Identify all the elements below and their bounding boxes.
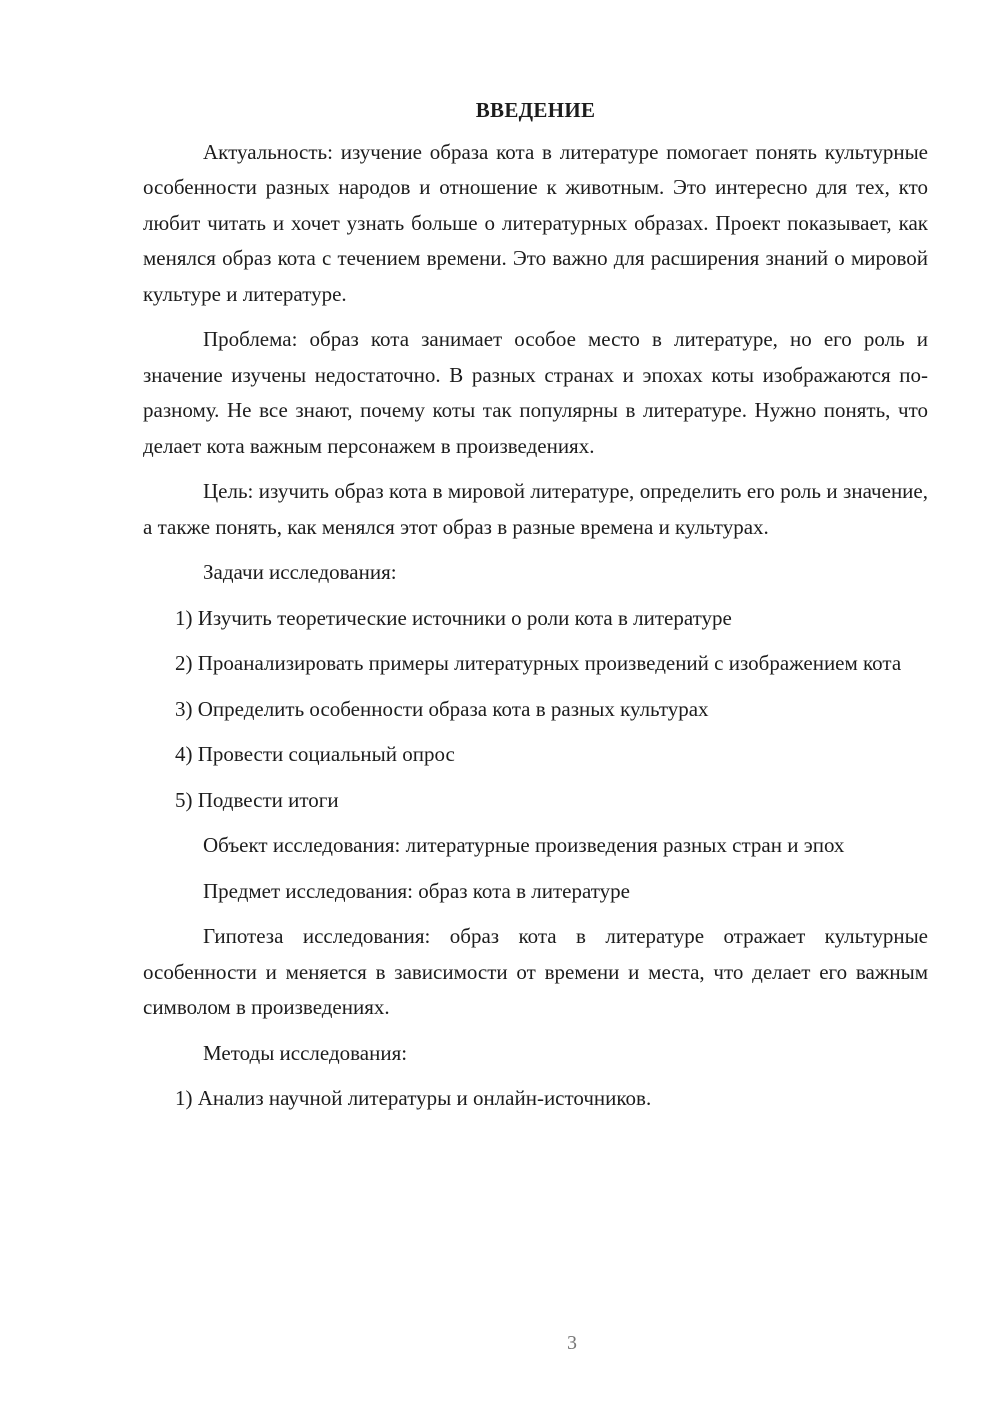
task-item-3: 3) Определить особенности образа кота в разных культурах	[175, 696, 709, 721]
methods-heading: Методы исследования:	[203, 1040, 408, 1065]
task-item-2: 2) Проанализировать примеры литературных произведений с изображением кота	[175, 651, 902, 675]
task-item-4: 4) Провести социальный опрос	[175, 742, 455, 766]
hypothesis-paragraph: Гипотеза исследования: образ кота в литературе отражает культурные особенности и меняется в зависимости от времени и места, что делает его важным символом в произведениях.	[143, 924, 928, 1019]
problem-paragraph: Проблема: образ кота занимает особое место в литературе, но его роль и значение изучены недостаточно. В разных странах и эпохах коты изображаются по-разному. Не все знают, почему коты так популярны в литературе. Нужно понять, что делает кота важным персонажем в произведениях.	[143, 327, 928, 458]
section-title: ВВЕДЕНИЕ	[475, 98, 596, 122]
page-number: 3	[567, 1332, 577, 1354]
goal-paragraph: Цель: изучить образ кота в мировой литературе, определить его роль и значение, а также понять, как менялся этот образ в разные времена и культурах.	[143, 479, 928, 539]
page-content	[143, 93, 928, 1127]
method-item-1: 1) Анализ научной литературы и онлайн-источников.	[175, 1086, 652, 1110]
relevance-paragraph: Актуальность: изучение образа кота в литературе помогает понять культурные особенности разных народов и отношение к животным. Это интересно для тех, кто любит читать и хочет узнать больше о литературных образах. Проект показывает, как менялся образ кота с течением времени. Это важно для расширения знаний о мировой культуре и литературе.	[143, 139, 928, 306]
tasks-heading: Задачи исследования:	[203, 560, 397, 584]
task-item-5: 5) Подвести итоги	[175, 787, 339, 812]
object-paragraph: Объект исследования: литературные произведения разных стран и эпох	[203, 833, 845, 857]
task-item-1: 1) Изучить теоретические источники о роли кота в литературе	[175, 605, 732, 630]
subject-paragraph: Предмет исследования: образ кота в литературе	[203, 878, 630, 903]
